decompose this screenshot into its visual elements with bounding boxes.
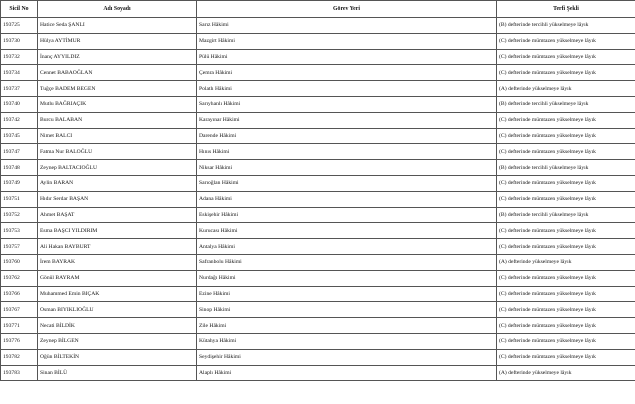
cell-sicil-no: 193751 <box>1 191 38 207</box>
cell-sicil-no: 193771 <box>1 318 38 334</box>
cell-sicil-no: 193749 <box>1 175 38 191</box>
cell-gorev-yeri: Sarıyhanlı Hâkimi <box>197 96 497 112</box>
cell-gorev-yeri: Mazgirt Hâkimi <box>197 33 497 49</box>
cell-terfi-sekli: (C) defterinde mümtazen yükselmeye lâyık <box>497 128 635 144</box>
table-row <box>1 223 635 239</box>
cell-gorev-yeri: Adana Hâkimi <box>197 191 497 207</box>
cell-terfi-sekli: (C) defterinde mümtazen yükselmeye lâyık <box>497 302 635 318</box>
cell-adi-soyadi: Muhammed Emin BIÇAK <box>38 286 197 302</box>
cell-gorev-yeri: Kurucası Hâkimi <box>197 223 497 239</box>
cell-gorev-yeri: Safranbolu Hâkimi <box>197 254 497 270</box>
cell-gorev-yeri: Niksar Hâkimi <box>197 160 497 176</box>
cell-terfi-sekli: (B) defterinde tercihli yükselmeye lâyık <box>497 18 635 34</box>
cell-adi-soyadi: Fatma Nur BALOĞLU <box>38 144 197 160</box>
table-row <box>1 128 635 144</box>
header-row <box>1 1 635 18</box>
cell-terfi-sekli: (C) defterinde mümtazen yükselmeye lâyık <box>497 112 635 128</box>
table-row <box>1 49 635 65</box>
cell-terfi-sekli: (B) defterinde tercihli yükselmeye lâyık <box>497 96 635 112</box>
table-row <box>1 239 635 255</box>
cell-sicil-no: 193760 <box>1 254 38 270</box>
cell-sicil-no: 193776 <box>1 333 38 349</box>
table-row <box>1 160 635 176</box>
header-adi-soyadi: Adı Soyadı <box>38 1 197 18</box>
cell-adi-soyadi: Aylin BARAN <box>38 175 197 191</box>
cell-adi-soyadi: Hatice Seda ŞANLI <box>38 18 197 34</box>
cell-terfi-sekli: (C) defterinde mümtazen yükselmeye lâyık <box>497 223 635 239</box>
cell-terfi-sekli: (C) defterinde mümtazen yükselmeye lâyık <box>497 65 635 81</box>
cell-adi-soyadi: Zeynep BALTACIOĞLU <box>38 160 197 176</box>
cell-sicil-no: 193757 <box>1 239 38 255</box>
cell-adi-soyadi: Burcu BALABAN <box>38 112 197 128</box>
cell-terfi-sekli: (B) defterinde tercihli yükselmeye lâyık <box>497 160 635 176</box>
cell-sicil-no: 193745 <box>1 128 38 144</box>
cell-gorev-yeri: Darende Hâkimi <box>197 128 497 144</box>
table-row <box>1 207 635 223</box>
cell-terfi-sekli: (C) defterinde mümtazen yükselmeye lâyık <box>497 49 635 65</box>
table-row <box>1 270 635 286</box>
cell-terfi-sekli: (C) defterinde mümtazen yükselmeye lâyık <box>497 144 635 160</box>
cell-sicil-no: 193752 <box>1 207 38 223</box>
cell-adi-soyadi: Necati BİLDİK <box>38 318 197 334</box>
cell-adi-soyadi: Ali Hakan BAYBURT <box>38 239 197 255</box>
cell-gorev-yeri: Kütahya Hâkimi <box>197 333 497 349</box>
cell-sicil-no: 193762 <box>1 270 38 286</box>
table-row <box>1 81 635 97</box>
table-row <box>1 33 635 49</box>
cell-adi-soyadi: Tuğçe BADEM BEGEN <box>38 81 197 97</box>
cell-adi-soyadi: Osman BIYIKLIOĞLU <box>38 302 197 318</box>
cell-terfi-sekli: (C) defterinde mümtazen yükselmeye lâyık <box>497 175 635 191</box>
header-gorev-yeri: Görev Yeri <box>197 1 497 18</box>
cell-adi-soyadi: Ahmet BAŞAT <box>38 207 197 223</box>
cell-gorev-yeri: Sinop Hâkimi <box>197 302 497 318</box>
table-row <box>1 365 635 381</box>
cell-adi-soyadi: Sinan BİLÜ <box>38 365 197 381</box>
table-row <box>1 112 635 128</box>
cell-sicil-no: 193767 <box>1 302 38 318</box>
cell-gorev-yeri: Polatlı Hâkimi <box>197 81 497 97</box>
table-row <box>1 302 635 318</box>
cell-terfi-sekli: (C) defterinde mümtazen yükselmeye lâyık <box>497 333 635 349</box>
cell-gorev-yeri: Sarıoğlan Hâkimi <box>197 175 497 191</box>
cell-sicil-no: 193753 <box>1 223 38 239</box>
header-terfi-sekli: Terfi Şekli <box>497 1 635 18</box>
cell-terfi-sekli: (C) defterinde mümtazen yükselmeye lâyık <box>497 239 635 255</box>
cell-terfi-sekli: (C) defterinde mümtazen yükselmeye lâyık <box>497 318 635 334</box>
cell-terfi-sekli: (C) defterinde mümtazen yükselmeye lâyık <box>497 33 635 49</box>
header-sicil-no: Sicil No <box>1 1 38 18</box>
table-header <box>1 1 635 18</box>
cell-sicil-no: 193725 <box>1 18 38 34</box>
table-row <box>1 254 635 270</box>
cell-gorev-yeri: Alaplı Hâkimi <box>197 365 497 381</box>
cell-sicil-no: 193730 <box>1 33 38 49</box>
cell-adi-soyadi: İrem BAYRAK <box>38 254 197 270</box>
cell-adi-soyadi: İnanç AYYILDIZ <box>38 49 197 65</box>
cell-sicil-no: 193783 <box>1 365 38 381</box>
cell-sicil-no: 193742 <box>1 112 38 128</box>
cell-terfi-sekli: (A) defterinde yükselmeye lâyık <box>497 254 635 270</box>
cell-gorev-yeri: Nurdağı Hâkimi <box>197 270 497 286</box>
table-row <box>1 65 635 81</box>
cell-adi-soyadi: Mutlu BAĞRIAÇIK <box>38 96 197 112</box>
cell-gorev-yeri: Hınıs Hâkimi <box>197 144 497 160</box>
cell-sicil-no: 193766 <box>1 286 38 302</box>
cell-sicil-no: 193748 <box>1 160 38 176</box>
cell-sicil-no: 193734 <box>1 65 38 81</box>
cell-sicil-no: 193782 <box>1 349 38 365</box>
cell-gorev-yeri: Seydişehir Hâkimi <box>197 349 497 365</box>
cell-terfi-sekli: (A) defterinde yükselmeye lâyık <box>497 81 635 97</box>
cell-gorev-yeri: Antalya Hâkimi <box>197 239 497 255</box>
table-body <box>1 18 635 381</box>
cell-sicil-no: 193747 <box>1 144 38 160</box>
cell-adi-soyadi: Oğün BİLTEKİN <box>38 349 197 365</box>
cell-gorev-yeri: Ezine Hâkimi <box>197 286 497 302</box>
cell-sicil-no: 193737 <box>1 81 38 97</box>
table-row <box>1 318 635 334</box>
table-row <box>1 349 635 365</box>
cell-gorev-yeri: Sarız Hâkimi <box>197 18 497 34</box>
cell-adi-soyadi: Hıdır Serdar BAŞAN <box>38 191 197 207</box>
cell-terfi-sekli: (A) defterinde yükselmeye lâyık <box>497 365 635 381</box>
cell-terfi-sekli: (C) defterinde mümtazen yükselmeye lâyık <box>497 270 635 286</box>
cell-gorev-yeri: Pülü Hâkimi <box>197 49 497 65</box>
cell-adi-soyadi: Zeynep BİLGEN <box>38 333 197 349</box>
cell-adi-soyadi: Gönül BAYRAM <box>38 270 197 286</box>
cell-adi-soyadi: Esma BAŞCI YILDIRIM <box>38 223 197 239</box>
table-row <box>1 191 635 207</box>
cell-terfi-sekli: (C) defterinde mümtazen yükselmeye lâyık <box>497 349 635 365</box>
cell-sicil-no: 193732 <box>1 49 38 65</box>
table-row <box>1 333 635 349</box>
cell-sicil-no: 193740 <box>1 96 38 112</box>
cell-gorev-yeri: Karayınar Hâkimi <box>197 112 497 128</box>
cell-terfi-sekli: (B) defterinde tercihli yükselmeye lâyık <box>497 207 635 223</box>
cell-gorev-yeri: Zile Hâkimi <box>197 318 497 334</box>
cell-gorev-yeri: Çemra Hâkimi <box>197 65 497 81</box>
cell-terfi-sekli: (C) defterinde mümtazen yükselmeye lâyık <box>497 191 635 207</box>
cell-adi-soyadi: Hülya AYTİMUR <box>38 33 197 49</box>
table-row <box>1 175 635 191</box>
cell-terfi-sekli: (C) defterinde mümtazen yükselmeye lâyık <box>497 286 635 302</box>
cell-adi-soyadi: Cennet BABAOĞLAN <box>38 65 197 81</box>
table-row <box>1 286 635 302</box>
cell-gorev-yeri: Eskişehir Hâkimi <box>197 207 497 223</box>
table-row <box>1 18 635 34</box>
table-row <box>1 96 635 112</box>
table-row <box>1 144 635 160</box>
cell-adi-soyadi: Nimet BALCI <box>38 128 197 144</box>
